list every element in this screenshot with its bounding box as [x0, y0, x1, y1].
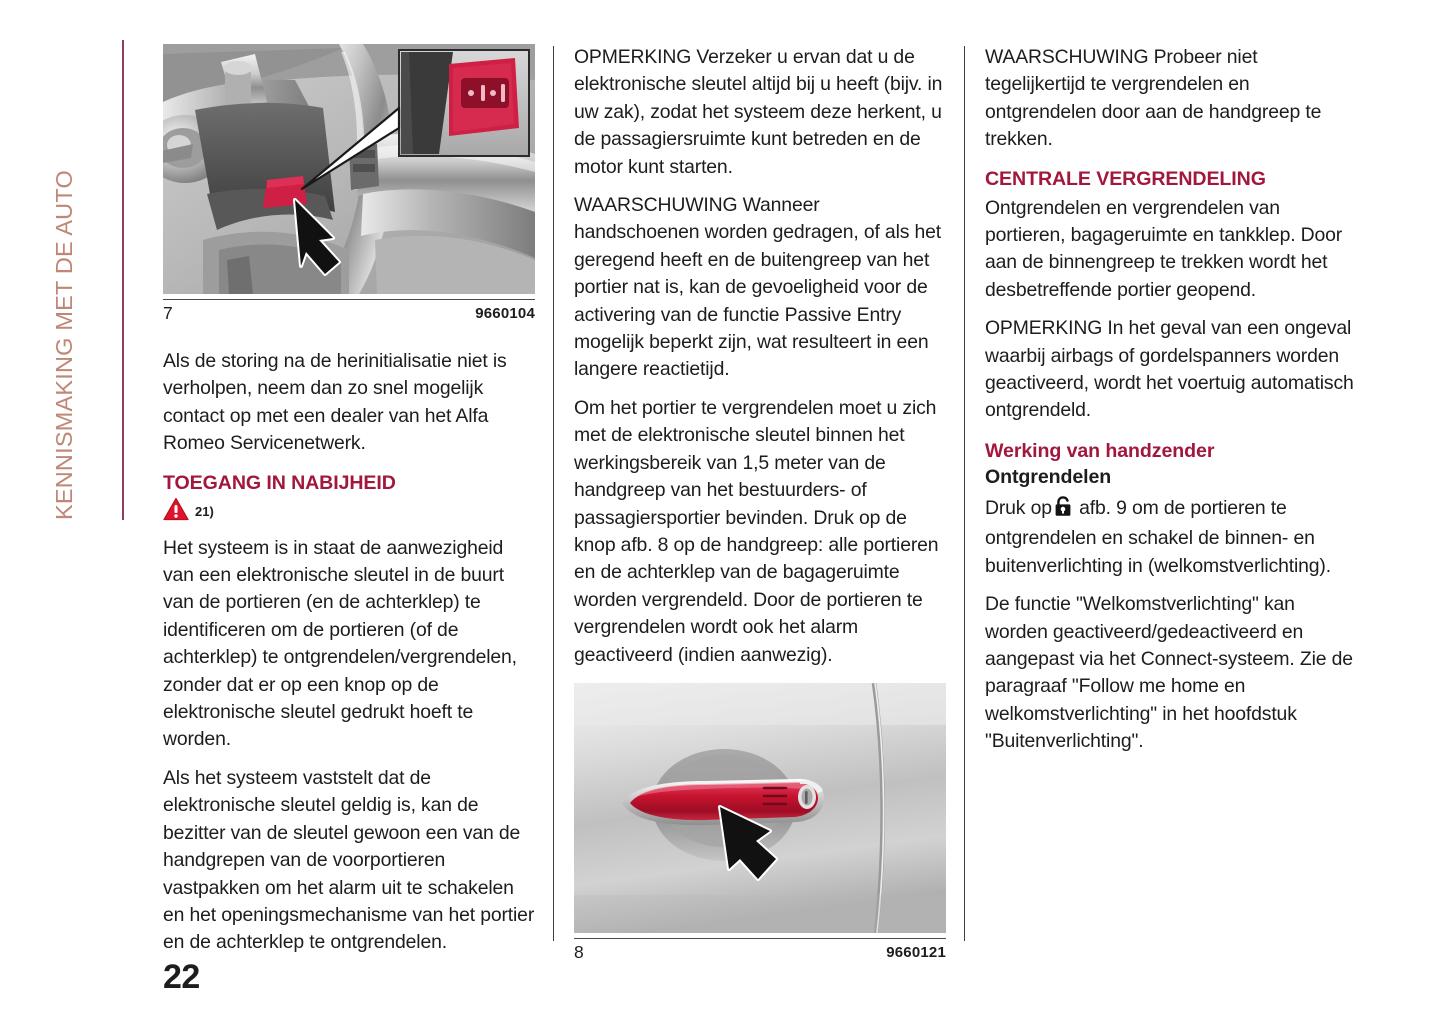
col1-paragraph-2: Het systeem is in staat de aanwezigheid van een elektronische sleutel in de buurt van de portieren (en de achterklep) te identificeren om de portieren (of de achterklep) te ontgrendelen/vergrendelen, zonder dat er op een knop op de elektronische sleutel gedrukt hoeft te worden.: [163, 536, 517, 751]
column-divider-1: [553, 46, 554, 941]
chapter-tab-rule: [122, 40, 124, 520]
col2-paragraph-2: WAARSCHUWING Wanneer handschoenen worden gedragen, of als het geregend heeft en de buitengreep van het portier nat is, kan de gevoeligheid voor de activering van de functie Passive Entry mogelijk beperkt zijn, wat resulteert in een langere reactietijd.: [574, 194, 942, 381]
col3-paragraph-4-after: afb. 9 om de portieren te ontgrendelen en schakel de binnen- en buitenverlichting in (welkomstverlichting).: [985, 496, 1331, 577]
col3-paragraph-4: [985, 495, 1357, 580]
col3-paragraph-1: WAARSCHUWING Probeer niet tegelijkertijd te vergrendelen en ontgrendelen door aan de handgreep te trekken.: [985, 46, 1322, 151]
col2-paragraph-1: OPMERKING Verzeker u ervan dat u de elektronische sleutel altijd bij u heeft (bijv. in uw zak), zodat het systeem deze herkent, u de passagiersruimte kunt betreden en de motor kunt starten.: [574, 46, 943, 178]
figure-8-code: 9660121: [886, 943, 946, 961]
chapter-tab: [51, 40, 124, 520]
col3-paragraph-3: OPMERKING In het geval van een ongeval waarbij airbags of gordelspanners worden geactiveerd, wordt het voertuig automatisch ontgrendeld.: [985, 317, 1354, 422]
warning-reference: 21): [195, 504, 214, 520]
figure-7-image: [163, 44, 535, 299]
figure-8: [574, 683, 946, 965]
figure-7-code: 9660104: [475, 305, 535, 322]
column-left: [163, 44, 535, 957]
col3-paragraph-2: Ontgrendelen en vergrendelen van portieren, bagageruimte en tankklep. Door aan de binnengreep te trekken wordt het desbetreffende portier geopend.: [985, 196, 1343, 301]
col3-sub-heading-red: Werking van handzender: [985, 439, 1215, 462]
page-columns: [163, 44, 1367, 962]
figure-7-caption: [163, 299, 535, 326]
unlock-padlock-icon: [1054, 496, 1072, 525]
column-middle: [574, 44, 946, 965]
figure-8-number: 8: [574, 941, 584, 962]
warning-note: [163, 499, 535, 525]
col1-paragraph-3: Als het systeem vaststelt dat de elektronische sleutel geldig is, kan de bezitter van de sleutel gewoon een van de handgrepen van de voorportieren vastpakken om het alarm uit te schakelen en het openingsmechanisme van het portier en de achterklep te ontgrendelen.: [163, 766, 535, 954]
col2-paragraph-3: Om het portier te vergrendelen moet u zich met de elektronische sleutel binnen het werkingsbereik van 1,5 meter van de handgreep van het bestuurders- of passagiersportier bevinden. Druk op de knop afb. 8 op de handgreep: alle portieren en de achterklep van de bagageruimte worden vergrendeld. Door de portieren te vergrendelen wordt ook het alarm geactiveerd (indien aanwezig).: [574, 396, 939, 666]
figure-8-caption: [574, 938, 946, 965]
figure-7: [163, 44, 535, 326]
figure-8-image: [574, 683, 946, 938]
figure-7-number: 7: [163, 303, 173, 323]
col1-section-heading: TOEGANG IN NABIJHEID: [163, 471, 396, 494]
column-right: [985, 44, 1357, 756]
col3-paragraph-5: De functie "Welkomstverlichting" kan worden geactiveerd/gedeactiveerd en aangepast via het Connect-systeem. Zie de paragraaf "Follow me home en welkomstverlichting" in het hoofdstuk "Buitenverlichting".: [985, 593, 1353, 753]
col1-paragraph-1: Als de storing na de herinitialisatie niet is verholpen, neem dan zo snel mogelijk contact op met een dealer van het Alfa Romeo Servicenetwerk.: [163, 350, 507, 455]
page-number: 22: [163, 958, 200, 996]
col3-sub-heading-black: Ontgrendelen: [985, 465, 1112, 488]
warning-triangle-icon: [163, 497, 189, 526]
col3-paragraph-4-before: Druk op: [985, 496, 1052, 519]
chapter-tab-label: KENNISMAKING MET DE AUTO: [51, 170, 77, 520]
col3-section-heading: CENTRALE VERGRENDELING: [985, 167, 1266, 190]
column-divider-2: [964, 46, 965, 941]
